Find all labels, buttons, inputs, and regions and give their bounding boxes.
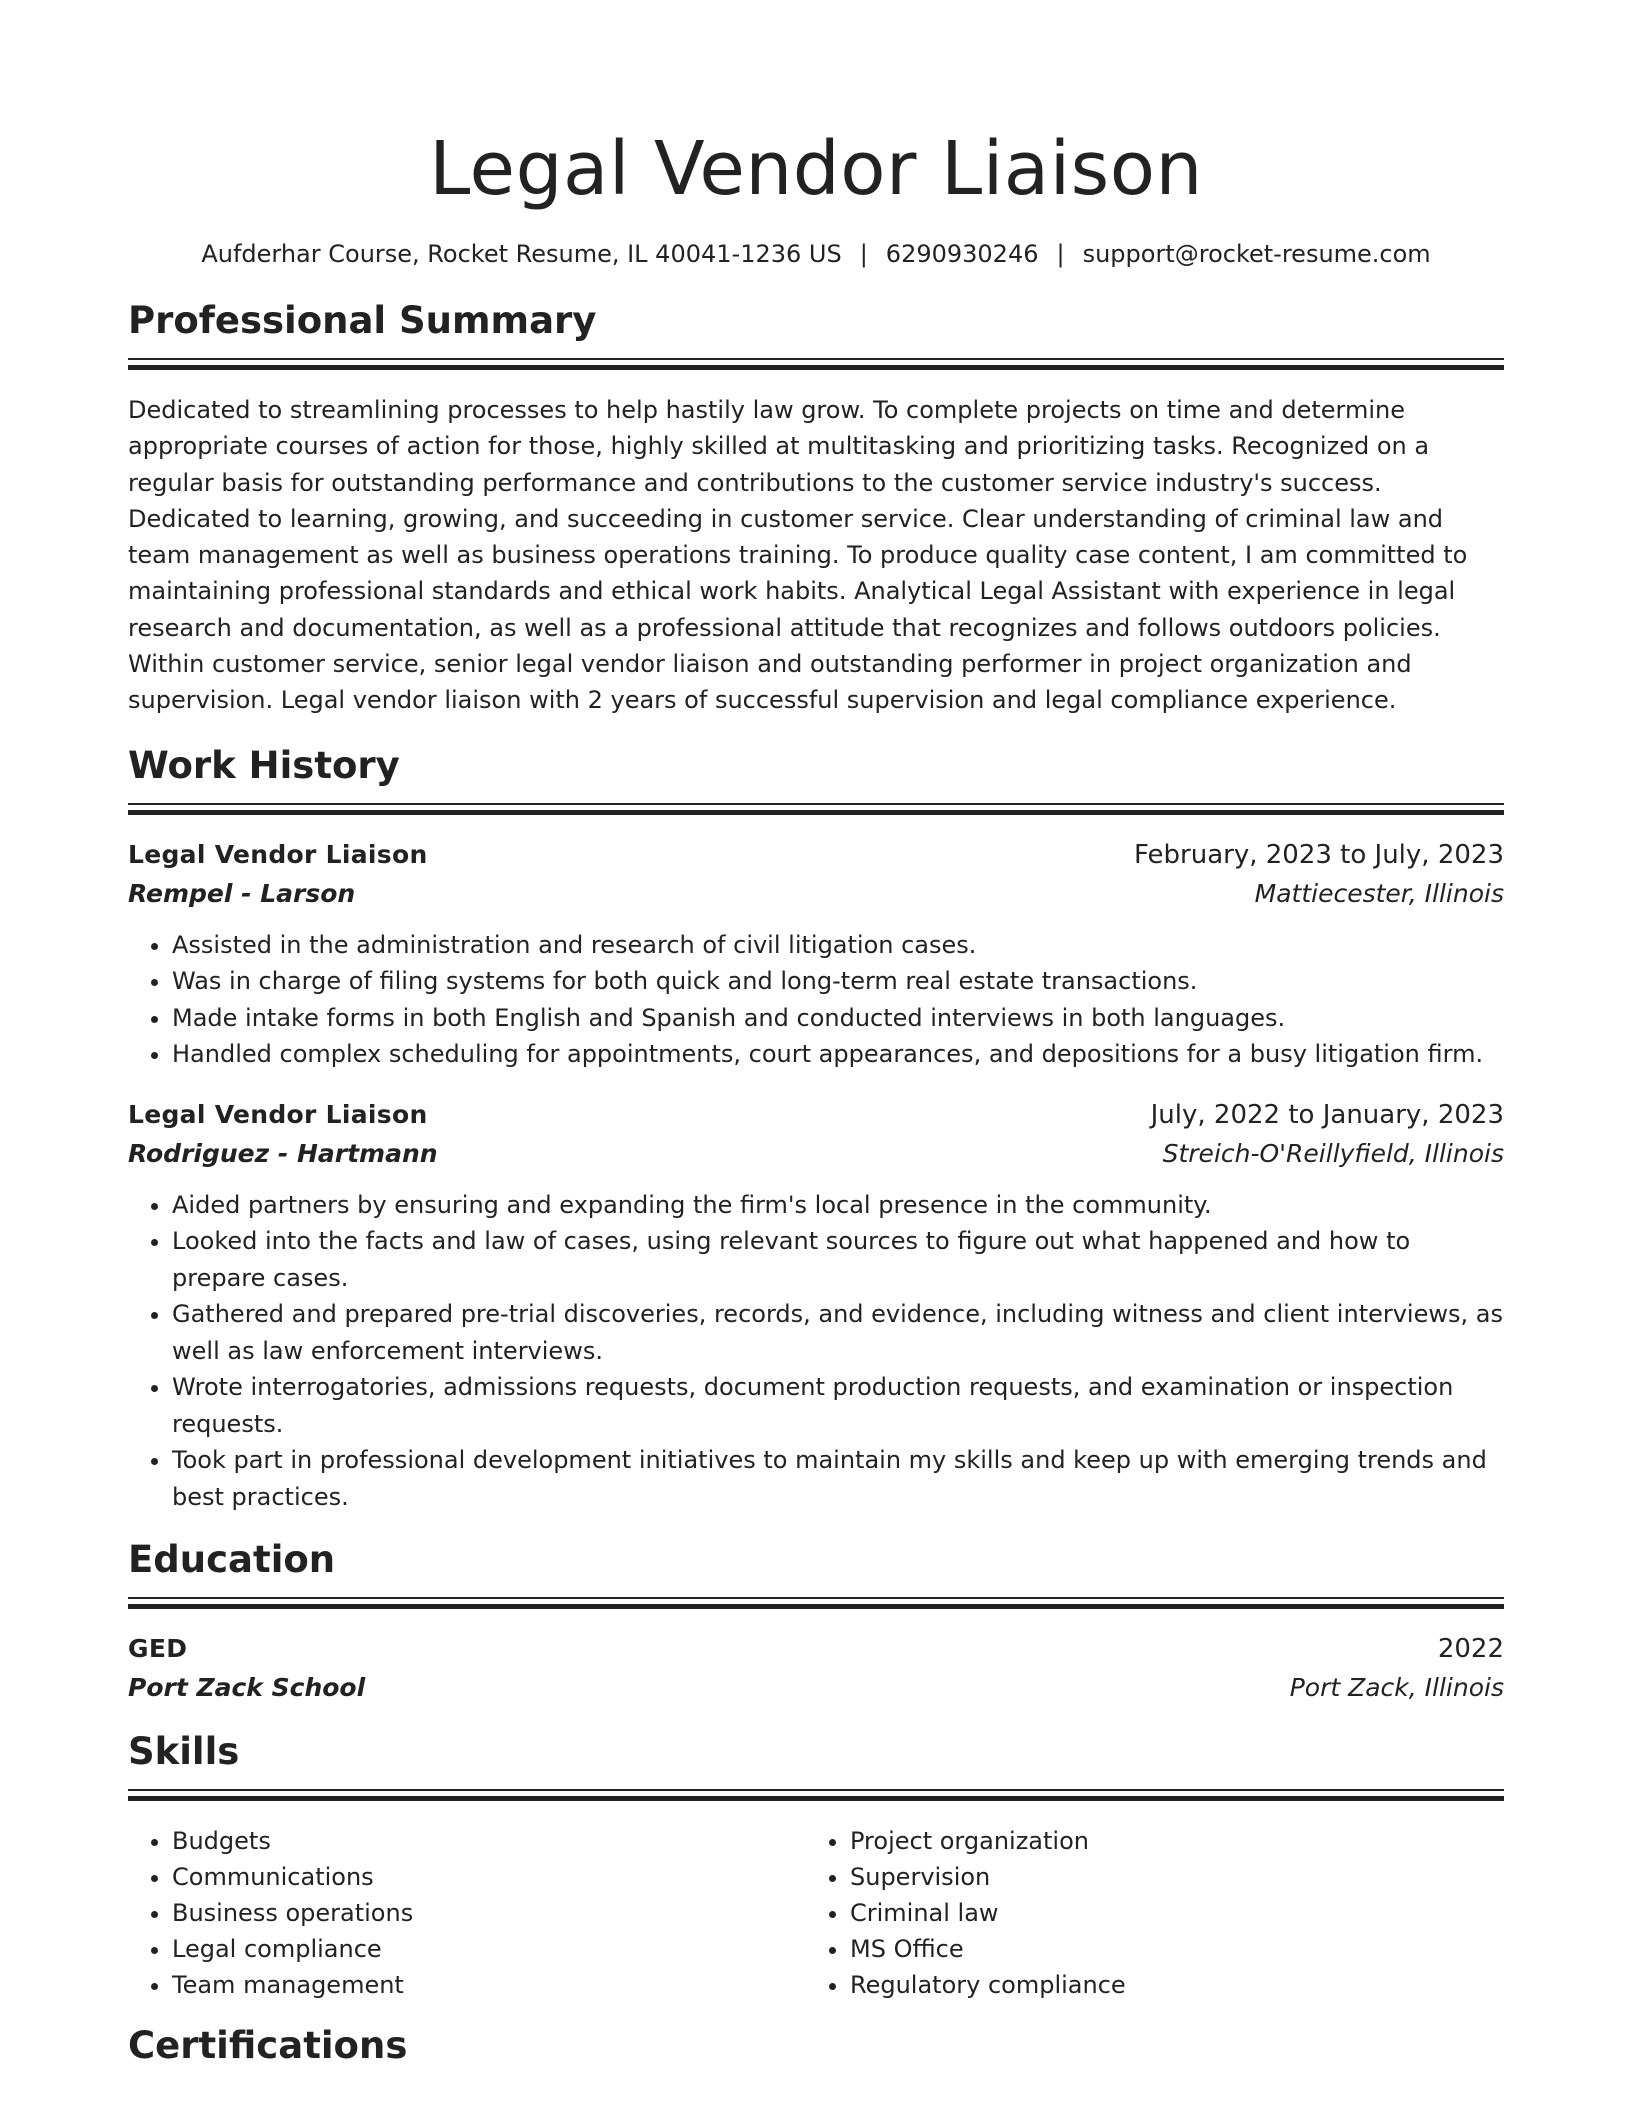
job-bullets [128, 1187, 1504, 1516]
section-divider [128, 358, 1504, 360]
skill-item: • Legal compliance [172, 1931, 806, 1967]
resume-page [128, 0, 1504, 2069]
summary-section [128, 298, 1504, 719]
job-bullet: • Looked into the facts and law of cases, using relevant sources to figure out what happened and how to prepare cases. [172, 1223, 1504, 1296]
job-bullet: • Gathered and prepared pre-trial discoveries, records, and evidence, including witness and client interviews, as well as law enforcement interviews. [172, 1296, 1504, 1369]
contact-line [128, 238, 1504, 270]
section-heading-skills: Skills [128, 1730, 240, 1774]
job-bullet: • Wrote interrogatories, admissions requests, document production requests, and examination or inspection requests. [172, 1369, 1504, 1442]
skill-item: • Criminal law [850, 1895, 1484, 1931]
contact-phone: 6290930246 [885, 240, 1039, 268]
section-heading-certifications: Certifications [128, 2024, 408, 2068]
skills-column-right [806, 1823, 1484, 2003]
skill-item: • MS Office [850, 1931, 1484, 1967]
job-bullet: • Handled complex scheduling for appointments, court appearances, and depositions for a busy litigation firm. [172, 1036, 1504, 1073]
education-year: 2022 [1437, 1634, 1504, 1665]
job-bullets [128, 927, 1504, 1073]
candidate-name: Legal Vendor Liaison [429, 126, 1203, 212]
skill-item: • Project organization [850, 1823, 1484, 1859]
section-divider [128, 1597, 1504, 1599]
job-title: Legal Vendor Liaison [128, 1099, 428, 1129]
education-entry [128, 1629, 1504, 1707]
job-bullet: • Assisted in the administration and research of civil litigation cases. [172, 927, 1504, 964]
certifications-section [128, 2023, 1504, 2069]
education-location: Port Zack, Illinois [1289, 1673, 1504, 1703]
contact-email[interactable]: support@rocket-resume.com [1082, 240, 1431, 268]
skill-item: • Budgets [172, 1823, 806, 1859]
job-dates: February, 2023 to July, 2023 [1134, 839, 1504, 870]
job-bullet: • Aided partners by ensuring and expanding the firm's local presence in the community. [172, 1187, 1504, 1224]
job-entry [128, 1095, 1504, 1516]
job-title: Legal Vendor Liaison [128, 839, 428, 869]
contact-separator: | [1056, 240, 1065, 268]
section-divider [128, 803, 1504, 805]
skills-section [128, 1729, 1504, 2003]
work-history-section [128, 743, 1504, 1516]
job-bullet: • Took part in professional development initiatives to maintain my skills and keep up with emerging trends and best practices. [172, 1442, 1504, 1515]
section-heading-summary: Professional Summary [128, 299, 597, 342]
education-school: Port Zack School [128, 1673, 366, 1703]
summary-text: Dedicated to streamlining processes to help hastily law grow. To complete projects on time and determine appropriate courses of action for those, highly skilled at multitasking and prioritizing tasks. Recognized on a regular basis for outstanding performance and contributions to the customer service industry's success. Dedicated to learning, growing, and succeeding in customer service. Clear understanding of criminal law and team management as well as business operations training. To produce quality case content, I am committed to maintaining professional standards and ethical work habits. Analytical Legal Assistant with experience in legal research and documentation, as well as a professional attitude that recognizes and follows outdoors policies. Within customer service, senior legal vendor liaison and outstanding performer in project organization and supervision. Legal vendor liaison with 2 years of successful supervision and legal compliance experience. [128, 396, 1468, 715]
section-heading-work: Work History [128, 743, 400, 787]
job-bullet: • Was in charge of filing systems for both quick and long-term real estate transactions. [172, 963, 1504, 1000]
job-entry [128, 835, 1504, 1073]
job-bullet: • Made intake forms in both English and Spanish and conducted interviews in both languages. [172, 1000, 1504, 1037]
section-heading-education: Education [128, 1538, 336, 1582]
job-location: Mattiecester, Illinois [1254, 878, 1504, 908]
skill-item: • Supervision [850, 1859, 1484, 1895]
skill-item: • Business operations [172, 1895, 806, 1931]
skill-item: • Regulatory compliance [850, 1967, 1484, 2003]
skill-item: • Communications [172, 1859, 806, 1895]
contact-separator: | [859, 240, 868, 268]
section-divider [128, 1789, 1504, 1791]
skills-column-left [128, 1823, 806, 2003]
education-section [128, 1537, 1504, 1707]
contact-address: Aufderhar Course, Rocket Resume, IL 40041-1236 US [201, 240, 842, 268]
skills-grid [128, 1823, 1504, 2003]
job-dates: July, 2022 to January, 2023 [1150, 1099, 1504, 1130]
job-company: Rempel - Larson [128, 878, 356, 908]
skill-item: • Team management [172, 1967, 806, 2003]
education-degree: GED [128, 1634, 188, 1664]
job-location: Streich-O'Reillyfield, Illinois [1162, 1138, 1504, 1168]
job-company: Rodriguez - Hartmann [128, 1138, 438, 1168]
